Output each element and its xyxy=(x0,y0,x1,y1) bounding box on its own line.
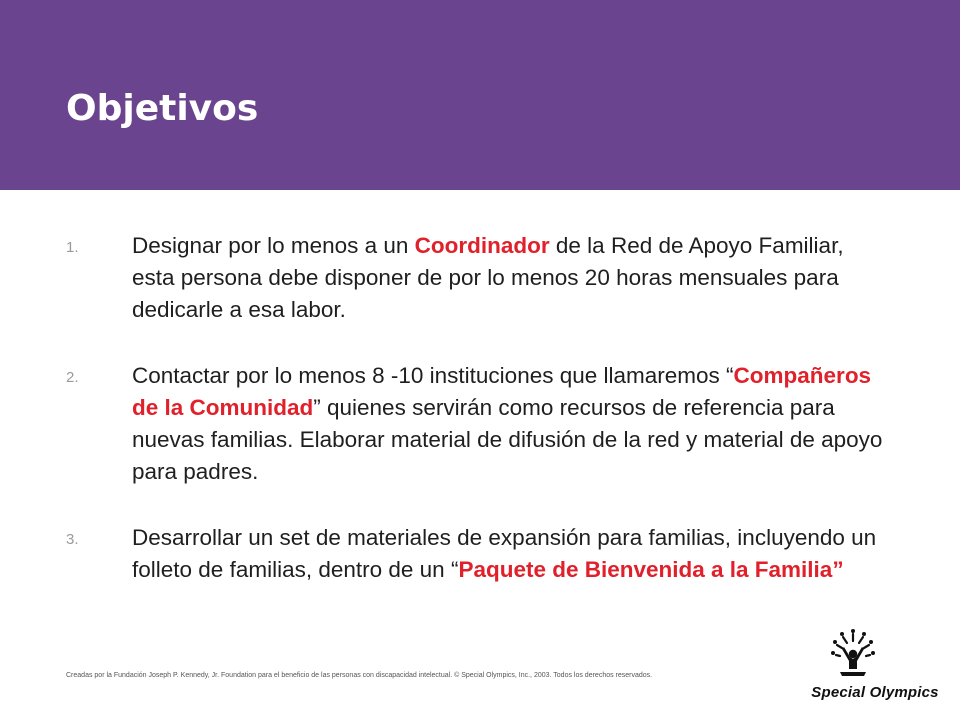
slide-title: Objetivos xyxy=(66,88,259,129)
item-number: 1. xyxy=(66,239,79,256)
special-olympics-logo xyxy=(800,625,950,710)
text-run: ” quienes servirán como recursos de referencia para nuevas familias. Elaborar material de difusión de la red y material de apoyo para padres. xyxy=(132,395,883,484)
item-text xyxy=(132,522,892,586)
text-run: de la Red de Apoyo Familiar, esta persona debe disponer de por lo menos 20 horas mensuales para dedicarle a esa labor. xyxy=(132,233,844,322)
text-run: Desarrollar un set de materiales de expansión para familias, incluyendo un folleto de familias, dentro de un “ xyxy=(132,525,877,582)
highlight-text: Paquete de Bienvenida a la Familia” xyxy=(458,557,844,582)
logo-wordmark: Special Olympics xyxy=(811,684,939,701)
item-text xyxy=(132,360,892,488)
text-run: Contactar por lo menos 8 -10 instituciones que llamaremos “ xyxy=(132,363,734,388)
item-number: 2. xyxy=(66,369,79,386)
highlight-text: Coordinador xyxy=(414,233,550,258)
highlight-text: Compañeros de la Comunidad xyxy=(132,363,872,420)
item-text xyxy=(132,230,892,326)
copyright-footer: Creadas por la Fundación Joseph P. Kennedy, Jr. Foundation para el beneficio de las personas con discapacidad intelectual. © Special Olympics, Inc., 2003. Todos los derechos reservados. xyxy=(66,672,653,679)
special-olympics-emblem-icon xyxy=(828,625,878,683)
item-number: 3. xyxy=(66,531,79,548)
title-banner xyxy=(0,0,960,190)
text-run: Designar por lo menos a un xyxy=(132,233,415,258)
